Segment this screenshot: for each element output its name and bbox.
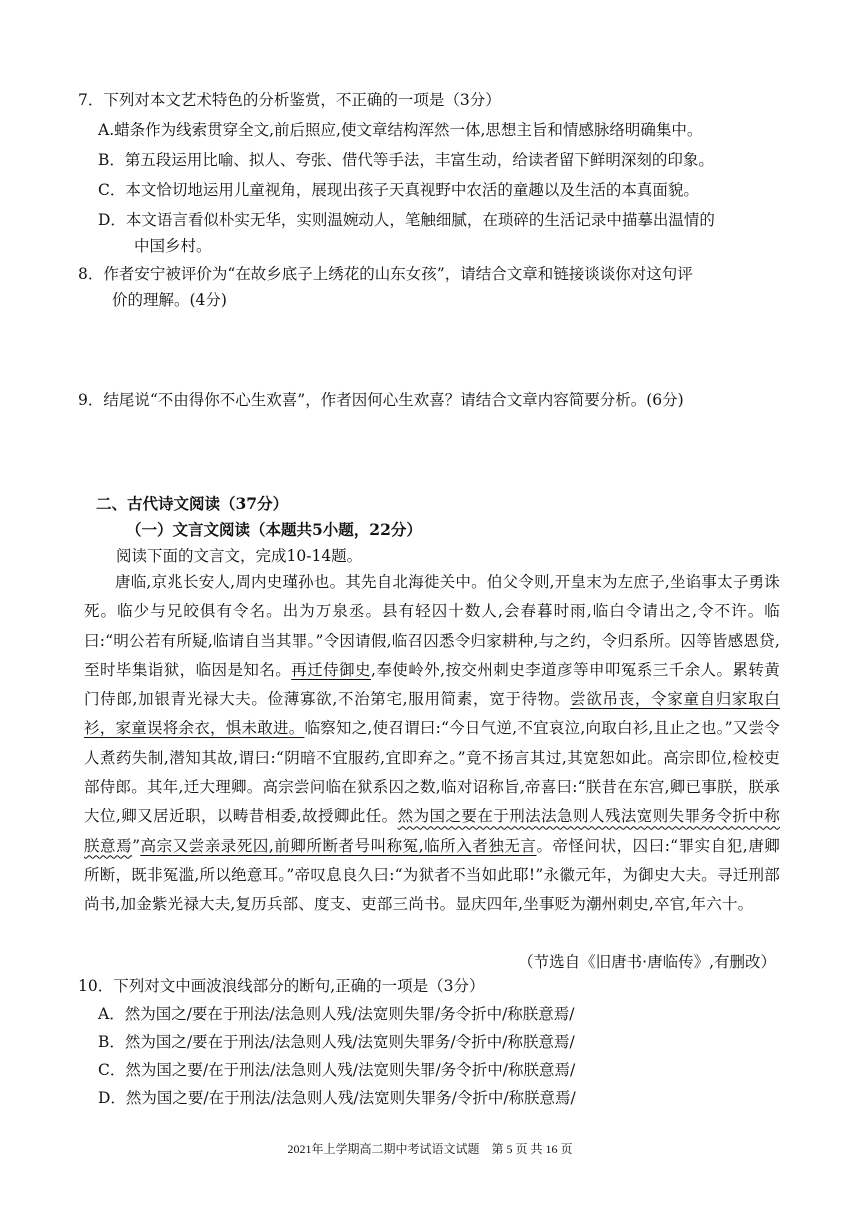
underlined-sentence-1: 尝欲吊丧，令家童自归家取白衫，家童误将余衣，惧未敢进。 (84, 690, 780, 738)
question-8-stem-cont: 价的理解。(4分) (112, 291, 227, 309)
question-10-option-a: A．然为国之/要在于刑法/法急则人残/法宽则失罪/务令折中/称朕意焉/ (98, 1005, 575, 1023)
question-9-stem: 9．结尾说“不由得你不心生欢喜”，作者因何心生欢喜？请结合文章内容简要分析。(6分) (78, 391, 684, 409)
question-8-stem: 8．作者安宁被评价为“在故乡底子上绣花的山东女孩”，请结合文章和链接谈谈你对这句评 (78, 265, 693, 283)
passage-text: 唐临,京兆长安人,周内史瑾孙也。其先自北海徙关中。伯父令则,开皇末为左庶子,坐谄事太子勇诛死。临少与兄皎俱有令名。出为万泉丞。县有轻囚十数人,会春暮时雨,临白令请出之,令不许。临曰:“明公若有所疑,临请自当其罪。”令因请假,临召囚悉令归家耕种,与之约，令归系所。囚等皆感恩贷,至时毕集诣狱，临因是知名。 (84, 573, 780, 679)
underlined-sentence-2: 高宗又尝亲录死囚,前卿所断者号叫称冤,临所入者独无言 (140, 836, 537, 855)
classical-passage (84, 568, 780, 920)
page-footer: 2021年上学期高二期中考试语文试题 第 5 页 共 16 页 (287, 1142, 573, 1156)
question-7-stem: 7．下列对本文艺术特色的分析鉴赏，不正确的一项是（3分） (78, 91, 501, 109)
question-10-stem: 10．下列对文中画波浪线部分的断句,正确的一项是（3分） (78, 977, 485, 995)
subsection-title: （一）文言文阅读（本题共5小题，22分） (126, 520, 422, 539)
question-7-option-b: B．第五段运用比喻、拟人、夸张、借代等手法，丰富生动，给读者留下鲜明深刻的印象。 (98, 151, 714, 169)
question-7-option-d-cont: 中国乡村。 (134, 237, 212, 255)
passage-text: ” (132, 836, 141, 855)
wavy-underlined-sentence: 然为国之要在于刑法法急则人残法宽则失罪务令折中称朕意焉 (84, 807, 780, 855)
question-7-option-c: C．本文恰切地运用儿童视角，展现出孩子天真视野中农活的童趣以及生活的本真面貌。 (98, 181, 699, 199)
reading-instruction: 阅读下面的文言文，完成10-14题。 (116, 547, 363, 565)
passage-text: 临察知之,使召谓曰:“今日气逆,不宜哀泣,向取白衫,且止之也。”又尝令人煮药失制,潜知其故,谓曰:“阴暗不宜服药,宜即弃之。”竟不扬言其过,其宽恕如此。高宗即位,检校吏部侍郎。其年,迁大理卿。高宗尝问临在狱系囚之数,临对诏称旨,帝喜曰:“朕昔在东宫,卿已事朕，朕承大位,卿又居近职，以畴昔相委,故授卿此任。 (84, 719, 780, 826)
passage-source: （节选自《旧唐书·唐临传》,有删改） (518, 953, 776, 971)
question-10-option-c: C．然为国之要/在于刑法/法急则人残/法宽则失罪/务令折中/称朕意焉/ (98, 1061, 576, 1079)
passage-text: 。帝怪问状，囚曰:“罪实自犯,唐卿所断，既非冤滥,所以绝意耳。”帝叹息良久曰:“为狱者不当如此耶!” (84, 836, 780, 884)
dotted-word: 永徽 (543, 865, 576, 884)
passage-text: ,奉使岭外,按交州刺史李道彦等申叩冤系三千余人。累转黄门侍郎,加银青光禄大夫。俭薄寡欲,不治第宅,服用简素，宽于待物。 (84, 660, 780, 709)
question-10-option-d: D．然为国之要/在于刑法/法急则人残/法宽则失罪务/令折中/称朕意焉/ (98, 1089, 576, 1107)
section-title: 二、古代诗文阅读（37分） (96, 494, 289, 513)
question-10-option-b: B．然为国之/要在于刑法/法急则人残/法宽则失罪务/令折中/称朕意焉/ (98, 1033, 575, 1051)
passage-text: 元年，为御史大夫。寻迁刑部尚书,加金紫光禄大夫,复历兵部、度支、吏部三尚书。显庆四年,坐事贬为潮州刺史,卒官,年六十。 (84, 865, 780, 914)
dotted-phrase: 再迁侍御史 (291, 660, 371, 679)
question-7-option-d: D．本文语言看似朴实无华，实则温婉动人，笔触细腻，在琐碎的生活记录中描摹出温情的 (98, 211, 715, 229)
question-7-option-a: A.蜡条作为线索贯穿全文,前后照应,使文章结构浑然一体,思想主旨和情感脉络明确集中。 (98, 121, 703, 139)
